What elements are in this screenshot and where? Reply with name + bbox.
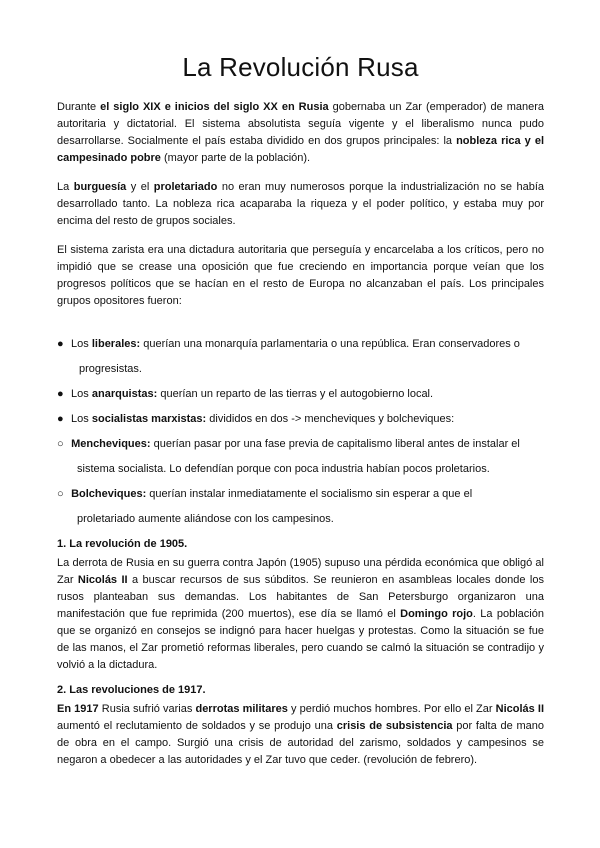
circle-bullet-icon: ○	[57, 488, 64, 500]
intro-paragraph	[57, 99, 544, 167]
text-span: . La población que se organizó en consejos se indignó para hacer huelgas y protestas. Como la situación se fue de las manos, el Zar prometió reformas liberales, pero cuando se calmó la situación se contradijo y volvió a la dictadura.	[57, 608, 544, 671]
bullet-icon: ●	[57, 413, 64, 425]
text-span: Los	[68, 413, 92, 425]
opposition-paragraph: El sistema zarista era una dictadura autoritaria que perseguía y encarcelaba a los críticos, pero no impidió que se crease una oposición que fue creciendo en importancia porque veían que los progresos políticos que se hacían en el resto de Europa no alcanzaban el país. Los principales grupos opositores fueron:	[57, 244, 544, 307]
bold-text: burguesía	[73, 181, 127, 193]
list-item-continuation: sistema socialista. Lo defendían porque con poca industria habían pocos proletarios.	[77, 463, 490, 475]
text-span: a buscar recursos de sus súbditos. Se reunieron en asambleas locales donde los rusos planteaban sus demandas. Los habitantes de San Petersburgo organizaron una manifestación que fue reprimida (200 muertos), ese día se llamó el	[57, 574, 544, 620]
bold-text: Bolcheviques:	[71, 488, 147, 500]
list-item-anarquistas	[57, 382, 544, 407]
section-heading-1917: 2. Las revoluciones de 1917.	[57, 684, 206, 696]
bold-text: Nicolás II	[77, 574, 128, 586]
bullet-icon: ●	[57, 338, 64, 350]
text-span: y perdió muchos hombres. Por ello el Zar	[287, 703, 496, 715]
bold-text: Mencheviques:	[71, 438, 151, 450]
bold-text: liberales:	[91, 338, 141, 350]
text-span: querían un reparto de las tierras y el autogobierno local.	[157, 388, 434, 400]
text-span: Rusia sufrió varias	[98, 703, 196, 715]
page-title: La Revolución Rusa	[182, 52, 419, 82]
circle-bullet-icon: ○	[57, 438, 64, 450]
text-span: La derrota de Rusia en su guerra contra Japón (1905) supuso una pérdida económica que obligó al Zar	[57, 557, 544, 586]
list-item-liberales	[57, 332, 544, 357]
text-span: querían instalar inmediatamente el socialismo sin esperar a que el	[146, 488, 473, 500]
social-classes-paragraph	[57, 179, 544, 230]
bold-text: el siglo XIX e inicios del siglo XX en Rusia	[100, 101, 329, 113]
bold-text: Domingo rojo	[400, 608, 473, 620]
bold-text: derrotas militares	[195, 703, 288, 715]
text-span: Los	[68, 388, 92, 400]
bullet-icon: ●	[57, 388, 64, 400]
text-span: por falta de mano de obra en el campo. Surgió una crisis de autoridad del zarismo, soldados y campesinos se negaron a obedecer a las autoridades y el Zar tuvo que ceder. (revolución de febrero).	[57, 720, 545, 766]
text-span: La	[57, 181, 74, 193]
text-span: (mayor parte de la población).	[160, 152, 311, 164]
list-item-continuation: progresistas.	[79, 363, 142, 375]
bold-text: En 1917	[57, 703, 99, 715]
text-span: querían una monarquía parlamentaria o una república. Eran conservadores o	[140, 338, 520, 350]
text-span: no eran muy numerosos porque la industrialización no se había desarrollado tanto. La nobleza rica acaparaba la riqueza y el poder político, y estaba muy por encima del resto de grupos sociales.	[57, 181, 544, 227]
section-1917-paragraph	[57, 701, 544, 769]
text-span: divididos en dos -> mencheviques y bolcheviques:	[206, 413, 455, 425]
bold-text: anarquistas:	[91, 388, 158, 400]
text-span: y el	[126, 181, 154, 193]
list-item-socialistas	[57, 407, 544, 432]
text-span: Durante	[57, 101, 101, 113]
bold-text: nobleza rica y el campesinado pobre	[57, 135, 545, 164]
text-span: gobernaba un Zar (emperador) de manera autoritaria y dictatorial. El sistema absolutista seguía vigente y el liberalismo nunca pudo desarrollarse. Socialmente el país estaba dividido en dos grupos principales: la	[57, 101, 544, 147]
list-item-mencheviques	[57, 432, 544, 457]
bold-text: proletariado	[153, 181, 218, 193]
opposition-groups-list	[57, 332, 544, 532]
list-item-bolcheviques	[57, 482, 544, 507]
section-1905-paragraph	[57, 555, 544, 674]
list-item-continuation: proletariado aumente aliándose con los campesinos.	[77, 513, 334, 525]
bold-text: socialistas marxistas:	[91, 413, 207, 425]
text-span: querían pasar por una fase previa de capitalismo liberal antes de instalar el	[150, 438, 520, 450]
text-span: Los	[68, 338, 92, 350]
section-heading-1905: 1. La revolución de 1905.	[57, 538, 188, 550]
text-span: aumentó el reclutamiento de soldados y se produjo una	[57, 720, 337, 732]
bold-text: crisis de subsistencia	[336, 720, 453, 732]
bold-text: Nicolás II	[495, 703, 544, 715]
